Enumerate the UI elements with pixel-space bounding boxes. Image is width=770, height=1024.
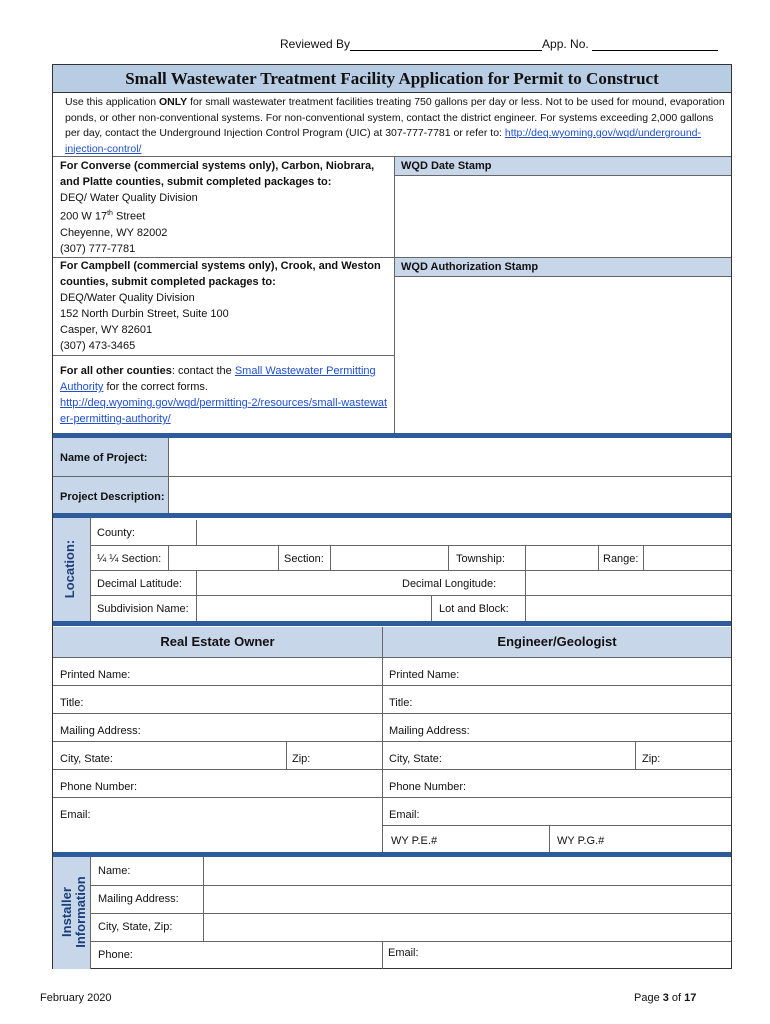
owner-city-label: City, State:: [60, 753, 113, 765]
county-label: County:: [97, 527, 135, 539]
subdivision-label: Subdivision Name:: [97, 603, 189, 615]
authorization-stamp-header: WQD Authorization Stamp: [395, 258, 731, 276]
county-field[interactable]: [197, 520, 731, 544]
qq-section-label: ¼ ¼ Section:: [97, 553, 162, 565]
installer-name-field[interactable]: [204, 858, 731, 884]
address-block-casper: For Campbell (commercial systems only), Crook, and Weston counties, submit completed packages to: DEQ/Water Quality Division 152 North Durbin Street, Suite 100 Casper, WY 82601 (307) 473-3465: [60, 260, 381, 352]
other-counties-text: For all other counties: contact the Small Wastewater Permitting Authority for the correct forms. http://deq.wyoming.gov/wqd/permitting-2/resources/small-wastewater-permitting-authority/: [60, 365, 388, 425]
form-title: Small Wastewater Treatment Facility Application for Permit to Construct: [53, 65, 731, 93]
subdivision-field[interactable]: [197, 596, 427, 620]
date-stamp-header: WQD Date Stamp: [395, 157, 731, 175]
installer-mail-field[interactable]: [204, 886, 731, 912]
installer-name-label: Name:: [98, 865, 131, 877]
longitude-label: Decimal Longitude:: [402, 578, 497, 590]
engineer-name-label: Printed Name:: [389, 669, 460, 681]
app-no-label: App. No.: [542, 37, 589, 51]
installer-email-label: Email:: [388, 947, 419, 959]
address-block-cheyenne: For Converse (commercial systems only), Carbon, Niobrara, and Platte counties, submit completed packages to: DEQ/ Water Quality Division 200 W 17th Street Cheyenne, WY 82002 (307) 777-7781: [60, 160, 375, 255]
application-form: [52, 64, 732, 969]
owner-header: Real Estate Owner: [53, 627, 382, 657]
installer-side-label: Installer: [59, 887, 74, 937]
engineer-title-label: Title:: [389, 697, 413, 709]
intro-text: Use this application ONLY for small wastewater treatment facilities treating 750 gallons per day or less. Not to be used for mound, evaporation ponds, or other non-conventional systems. For non-conventional system, contact the district engineer. For systems exceeding 2,000 gallons per day, contact the Underground Injection Control Program (UIC) at 307-777-7781 or refer to: http://deq.wyoming.gov/wqd/underground-injection-control/: [65, 96, 725, 155]
project-name-label: Name of Project:: [60, 452, 148, 464]
location-side-label: Location:: [62, 539, 77, 599]
owner-name-label: Printed Name:: [60, 669, 131, 681]
project-description-label: Project Description:: [60, 491, 165, 503]
engineer-zip-label: Zip:: [642, 753, 661, 765]
lot-block-field[interactable]: [526, 596, 731, 620]
owner-email-label: Email:: [60, 809, 91, 821]
page-number: Page 3 of 17: [634, 992, 697, 1004]
lot-block-label: Lot and Block:: [439, 603, 509, 615]
installer-city-field[interactable]: [204, 914, 731, 940]
engineer-header: Engineer/Geologist: [383, 627, 731, 657]
pe-number-label: WY P.E.#: [391, 835, 438, 847]
reviewed-by-field[interactable]: [350, 36, 542, 51]
pg-number-label: WY P.G.#: [557, 835, 605, 847]
installer-side-label-2: Information: [73, 876, 88, 948]
permitting-authority-link[interactable]: Small Wastewater Permitting Authority: [60, 365, 376, 393]
engineer-phone-label: Phone Number:: [389, 781, 467, 793]
installer-mail-label: Mailing Address:: [98, 893, 179, 905]
township-label: Township:: [456, 553, 505, 565]
section-label: Section:: [284, 553, 324, 565]
owner-mail-label: Mailing Address:: [60, 725, 141, 737]
footer-date: February 2020: [40, 992, 112, 1004]
project-name-field[interactable]: [169, 439, 731, 475]
engineer-city-label: City, State:: [389, 753, 442, 765]
installer-phone-label: Phone:: [98, 949, 133, 961]
owner-title-label: Title:: [60, 697, 84, 709]
latitude-label: Decimal Latitude:: [97, 578, 182, 590]
permitting-authority-url[interactable]: http://deq.wyoming.gov/wqd/permitting-2/resources/small-wastewater-permitting-authority/: [60, 397, 388, 425]
reviewed-by-label: Reviewed By: [280, 37, 351, 51]
app-no-field[interactable]: [592, 36, 718, 51]
owner-zip-label: Zip:: [292, 753, 311, 765]
installer-city-label: City, State, Zip:: [98, 921, 173, 933]
project-description-field[interactable]: [169, 477, 731, 513]
engineer-mail-label: Mailing Address:: [389, 725, 470, 737]
range-label: Range:: [603, 553, 639, 565]
uic-link[interactable]: http://deq.wyoming.gov/wqd/underground-injection-control/: [65, 127, 701, 155]
longitude-field[interactable]: [526, 571, 731, 595]
owner-phone-label: Phone Number:: [60, 781, 138, 793]
latitude-field[interactable]: [197, 571, 397, 595]
engineer-email-label: Email:: [389, 809, 420, 821]
